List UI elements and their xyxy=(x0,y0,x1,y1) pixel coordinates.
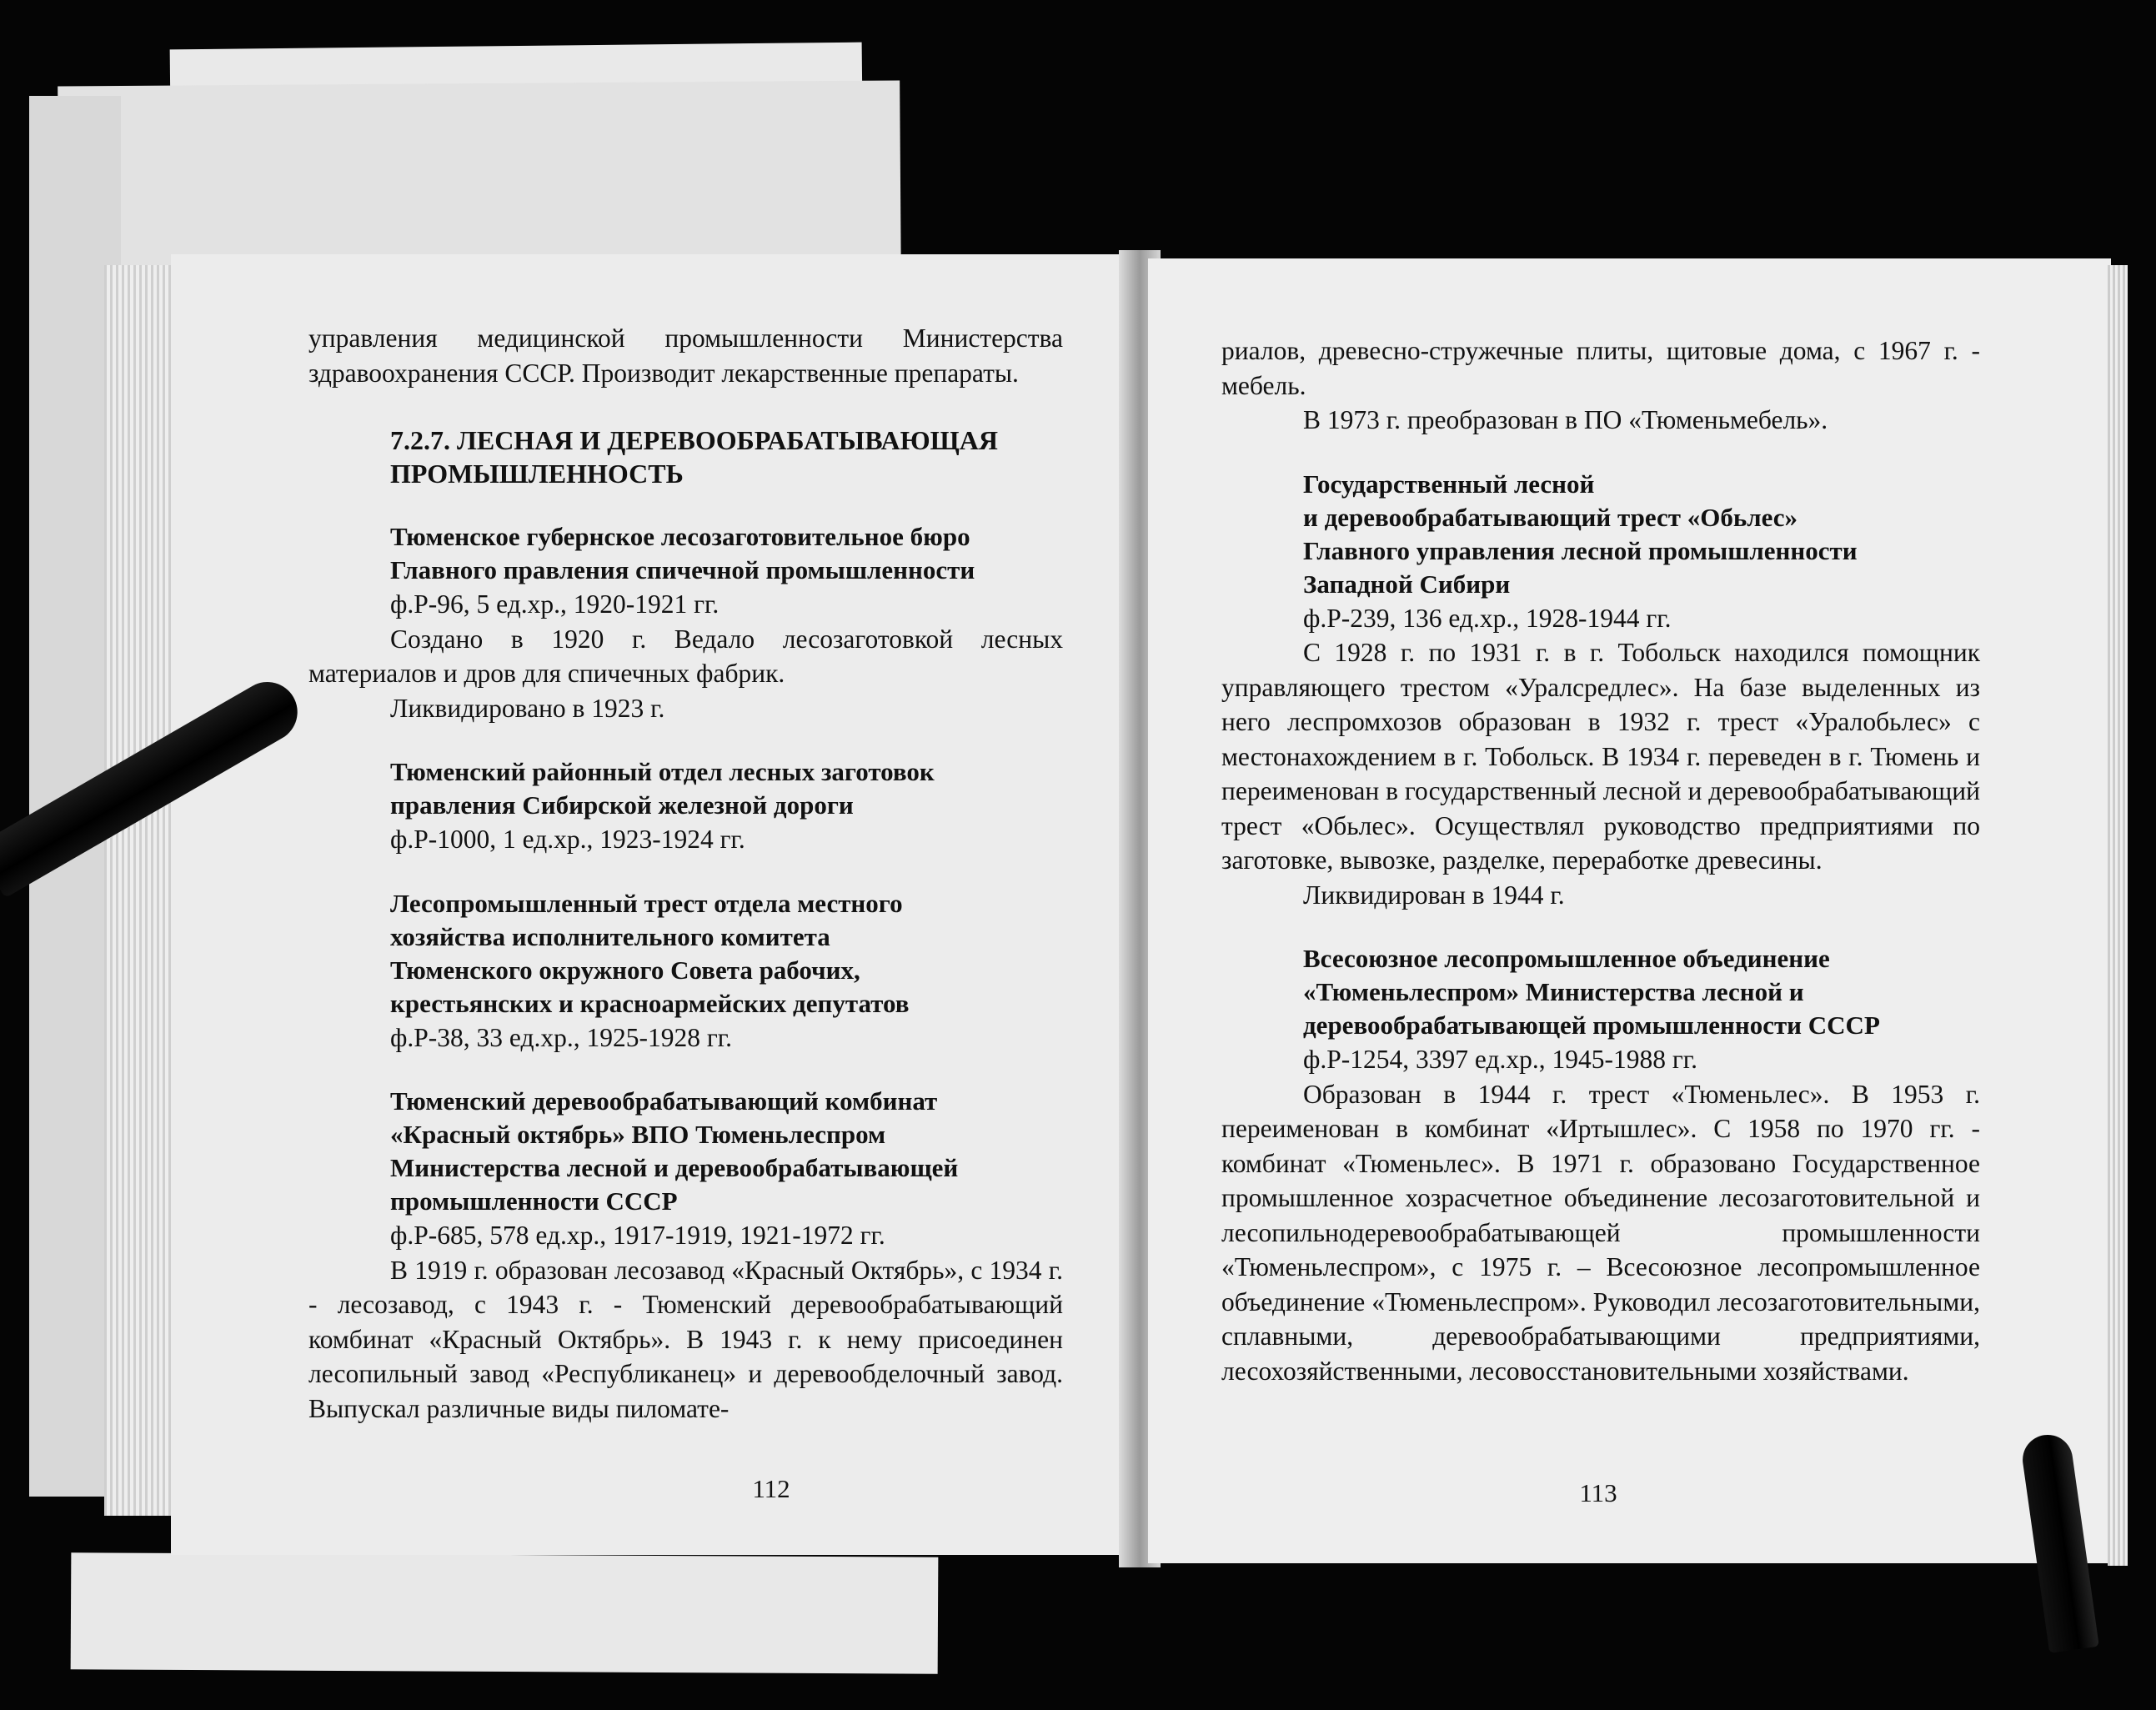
fond-reference: ф.Р-96, 5 ед.хр., 1920-1921 гг. xyxy=(390,589,720,619)
entry-heading-line: Главного правления спичечной промышленности xyxy=(390,555,975,584)
entry-heading-line: Главного управления лесной промышленности xyxy=(1303,535,1858,565)
fond-reference: ф.Р-239, 136 ед.хр., 1928-1944 гг. xyxy=(1303,603,1672,633)
right-page-edges xyxy=(2108,265,2128,1566)
continuation-paragraph: управления медицинской промышленности Министерства здравоохранения СССР. Производит лекарственные препараты. xyxy=(308,323,1063,388)
entry-heading-line: деревообрабатывающей промышленности СССР xyxy=(1303,1010,1880,1040)
entry-heading xyxy=(308,520,1063,587)
entry-paragraph: С 1928 г. по 1931 г. в г. Тобольск находился помощник управляющего трестом «Уралсредлес». На базе выделенных из него леспромхозов образован в 1932 г. трест «Уралобьлес» с местонахождением в г. Тобольск. В 1934 г. переведен в г. Тюмень и переименован в государственный лесной и деревообрабатывающий трест «Обьлес». Осуществлял руководство предприятиями по заготовке, вывозке, разделке, переработке древесины. xyxy=(1221,638,1980,875)
left-page xyxy=(171,254,1140,1555)
entry-heading-line: Министерства лесной и деревообрабатывающей xyxy=(390,1153,959,1182)
entry-heading xyxy=(1221,942,1980,1042)
entry-paragraph: Создано в 1920 г. Ведало лесозаготовкой лесных материалов и дров для спичечных фабрик. xyxy=(308,624,1063,688)
left-page-text-column xyxy=(308,321,1063,1426)
entry-heading-line: «Красный октябрь» ВПО Тюменьлеспром xyxy=(390,1120,886,1149)
entry-heading-line: «Тюменьлеспром» Министерства лесной и xyxy=(1303,977,1804,1006)
section-title xyxy=(308,424,1063,490)
entry-heading-line: крестьянских и красноармейских депутатов xyxy=(390,988,910,1018)
entry-heading-line: Тюменский деревообрабатывающий комбинат xyxy=(390,1086,938,1116)
entry-paragraph: Образован в 1944 г. трест «Тюменьлес». В 1953 г. переименован в комбинат «Иртышлес». С 1958 по 1970 гг. - комбинат «Тюменьлес». В 1971 г. образовано Государственное промышленное хозрасчетное объединение лесозаготовительной и лесопильнодеревообрабатывающей промышленности «Тюменьлеспром», с 1975 г. – Всесоюзное лесопромышленное объединение «Тюменьлеспром». Руководил лесозаготовительными, сплавными, деревообрабатывающими предприятиями, лесохозяйственными, лесовосстановительными хозяйствами. xyxy=(1221,1079,1980,1386)
entry-heading-line: Тюменский районный отдел лесных заготовок xyxy=(390,757,935,786)
entry-heading xyxy=(308,755,1063,822)
entry-heading-line: промышленности СССР xyxy=(390,1186,678,1216)
entry-heading xyxy=(1221,468,1980,601)
entry-heading-line: Тюменского окружного Совета рабочих, xyxy=(390,955,860,985)
entry-heading xyxy=(308,887,1063,1020)
entry-heading-line: Всесоюзное лесопромышленное объединение xyxy=(1303,944,1830,973)
entry-paragraph: Ликвидирован в 1944 г. xyxy=(1303,880,1565,910)
entry-heading-line: и деревообрабатывающий трест «Обьлес» xyxy=(1303,502,1798,532)
fond-reference: ф.Р-1254, 3397 ед.хр., 1945-1988 гг. xyxy=(1303,1045,1698,1074)
entry-paragraph: В 1973 г. преобразован в ПО «Тюменьмебель». xyxy=(1303,405,1828,434)
entry-heading-line: Лесопромышленный трест отдела местного xyxy=(390,888,903,918)
entry-paragraph: Ликвидировано в 1923 г. xyxy=(390,693,665,723)
entry-heading xyxy=(308,1085,1063,1218)
page-number: 113 xyxy=(1579,1478,1617,1507)
page-number: 112 xyxy=(752,1474,790,1503)
entry-heading-line: Тюменское губернское лесозаготовительное бюро xyxy=(390,522,970,551)
fond-reference: ф.Р-38, 33 ед.хр., 1925-1928 гг. xyxy=(390,1022,733,1052)
section-title-line-1: 7.2.7. ЛЕСНАЯ И ДЕРЕВООБРАБАТЫВАЮЩАЯ xyxy=(390,425,999,455)
fond-reference: ф.Р-1000, 1 ед.хр., 1923-1924 гг. xyxy=(390,825,745,854)
paper-stack-bottom xyxy=(71,1552,939,1673)
right-page xyxy=(1148,258,2111,1563)
entry-paragraph: В 1919 г. образован лесозавод «Красный Октябрь», с 1934 г. - лесозавод, с 1943 г. - Тюменский деревообрабатывающий комбинат «Красный Октябрь». В 1943 г. к нему присоединен лесопильный завод «Республиканец» и деревообделочный завод. Выпускал различные виды пиломате- xyxy=(308,1255,1063,1423)
left-page-edges xyxy=(104,265,179,1516)
continuation-paragraph: риалов, древесно-стружечные плиты, щитовые дома, с 1967 г. - мебель. xyxy=(1221,336,1980,400)
section-title-line-2: ПРОМЫШЛЕННОСТЬ xyxy=(390,459,684,489)
right-page-text-column xyxy=(1221,333,1980,1388)
entry-heading-line: Государственный лесной xyxy=(1303,469,1595,499)
entry-heading-line: Западной Сибири xyxy=(1303,569,1511,599)
entry-heading-line: хозяйства исполнительного комитета xyxy=(390,921,830,951)
entry-heading-line: правления Сибирской железной дороги xyxy=(390,790,854,820)
fond-reference: ф.Р-685, 578 ед.хр., 1917-1919, 1921-1972 гг. xyxy=(390,1221,885,1250)
